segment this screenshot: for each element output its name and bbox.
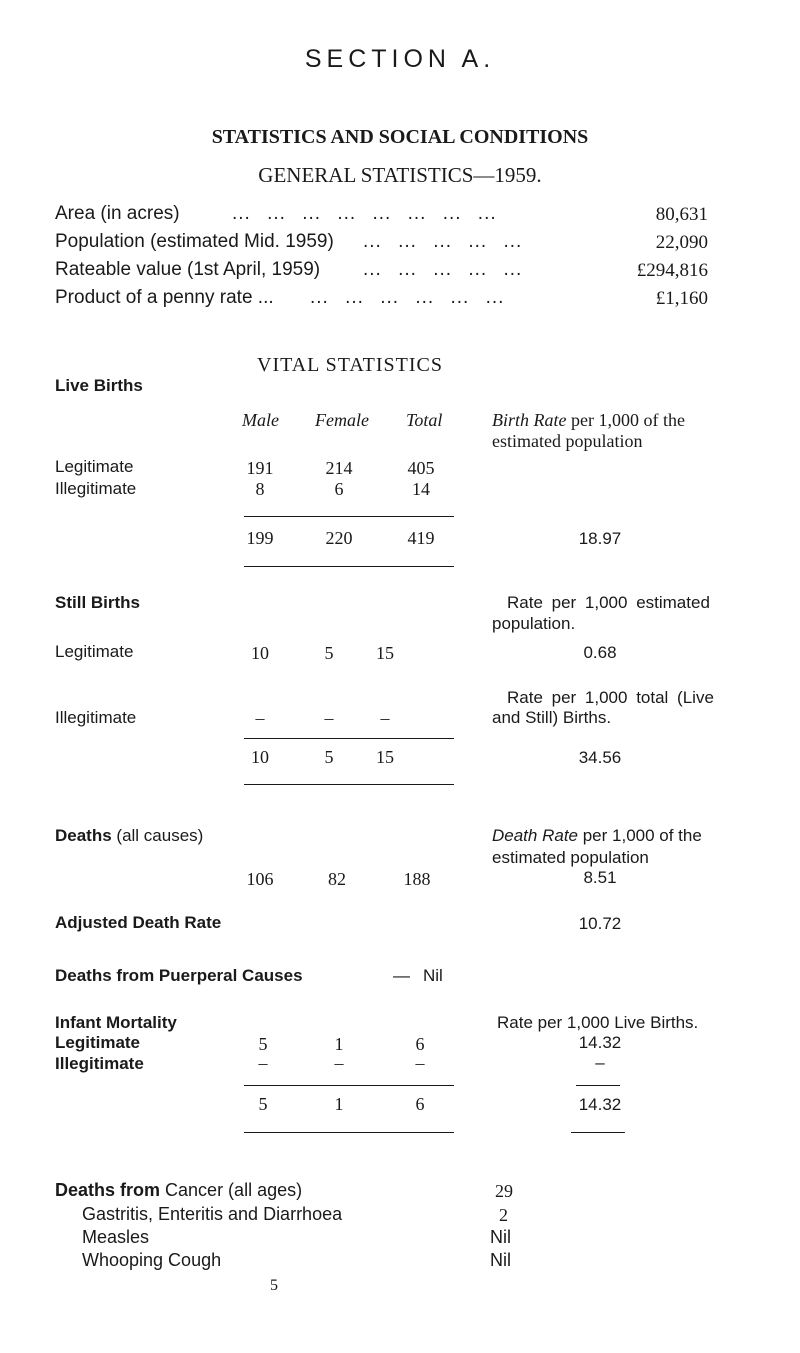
leader-dots: ... ... ... ... ...: [363, 259, 523, 280]
cell-female: 214: [325, 458, 353, 478]
cell-male: 191: [246, 458, 274, 478]
general-statistics-title: GENERAL STATISTICS—1959.: [258, 163, 542, 187]
puerperal-label: Deaths from Puerperal Causes: [55, 966, 303, 985]
cell-total: –: [415, 1053, 425, 1073]
puerperal-value: Nil: [423, 966, 443, 985]
still-births-heading: Still Births: [55, 593, 141, 612]
cell-female: 5: [324, 643, 334, 663]
general-row-label: Product of a penny rate ...: [55, 287, 274, 308]
still-rate2-label: Rate per 1,000 total (Live: [507, 688, 714, 707]
divider: [244, 566, 454, 567]
adjusted-death-rate-label: Adjusted Death Rate: [55, 913, 222, 932]
row-label: Illegitimate: [55, 708, 137, 727]
cell-total: 14: [412, 479, 430, 499]
general-row-value: 80,631: [655, 204, 708, 225]
cause-label: Gastritis, Enteritis and Diarrhoea: [82, 1204, 343, 1224]
total-total: 6: [415, 1094, 425, 1114]
cancer-value: 29: [495, 1181, 513, 1201]
general-row-value: £294,816: [636, 260, 708, 281]
col-male-header: Male: [242, 410, 279, 430]
total-male: 199: [246, 528, 274, 548]
deaths-heading-bold: Deaths: [55, 826, 112, 845]
col-total-header: Total: [406, 410, 443, 430]
death-rate-label-italic: Death Rate: [492, 826, 578, 845]
general-row-value: 22,090: [655, 232, 708, 253]
cell-male: –: [255, 708, 265, 728]
cause-label: Whooping Cough: [82, 1250, 222, 1270]
birth-rate-label-rest: per 1,000 of the: [566, 410, 685, 430]
cell-total: 405: [407, 458, 435, 478]
death-rate-label-line2: estimated population: [492, 848, 649, 867]
divider: [244, 784, 454, 785]
cell-total: –: [380, 708, 390, 728]
still-rate1-label: Rate per 1,000 estimated: [507, 593, 710, 612]
deaths-total: 188: [403, 869, 431, 889]
general-row-label: Population (estimated Mid. 1959): [55, 231, 334, 252]
row-label: Legitimate: [55, 1033, 141, 1052]
divider: [576, 1085, 620, 1086]
cell-rate: –: [595, 1053, 605, 1072]
still-rate1-label-line2: population.: [492, 614, 576, 633]
divider: [571, 1132, 625, 1133]
cell-rate: 14.32: [578, 1033, 622, 1052]
infant-rate-label: Rate per 1,000 Live Births.: [497, 1013, 699, 1032]
cause-value: Nil: [490, 1227, 511, 1247]
still-rate2-label-line2: and Still) Births.: [492, 708, 612, 727]
divider: [244, 1132, 454, 1133]
cause-label: Measles: [82, 1227, 150, 1247]
total-female: 1: [334, 1094, 344, 1114]
vital-statistics-title: VITAL STATISTICS: [257, 354, 443, 376]
cell-male: –: [258, 1053, 268, 1073]
cell-total: 6: [415, 1034, 425, 1054]
row-label: Illegitimate: [55, 1054, 144, 1073]
total-male: 10: [251, 747, 269, 767]
cell-male: 10: [251, 643, 269, 663]
deaths-heading-rest: (all causes): [111, 826, 204, 845]
cancer-heading: [55, 1180, 302, 1201]
total-female: 220: [325, 528, 353, 548]
cell-female: –: [324, 708, 334, 728]
death-rate-value: 8.51: [583, 868, 617, 887]
leader-dots: ... ... ... ... ... ... ... ...: [232, 203, 497, 224]
birth-rate-label: [492, 410, 685, 431]
still-rate1-value: 0.68: [583, 643, 617, 662]
general-row-label: Area (in acres): [55, 203, 180, 224]
deaths-heading: [55, 826, 203, 846]
leader-dots: ... ... ... ... ...: [363, 231, 523, 252]
birth-rate-label-italic: Birth Rate: [492, 410, 567, 430]
cause-value: 2: [499, 1205, 508, 1225]
divider: [244, 738, 454, 739]
cell-male: 8: [255, 479, 265, 499]
row-label: Legitimate: [55, 642, 134, 661]
cell-total: 15: [376, 643, 394, 663]
cell-female: 6: [334, 479, 344, 499]
cause-value: Nil: [490, 1250, 511, 1270]
death-rate-label-rest: per 1,000 of the: [578, 826, 702, 845]
adjusted-death-rate-value: 10.72: [578, 914, 622, 933]
total-total: 15: [376, 747, 394, 767]
death-rate-label: [492, 826, 702, 846]
section-title: SECTION A.: [304, 45, 496, 73]
puerperal-dash: —: [393, 966, 410, 985]
row-label: Legitimate: [55, 457, 134, 476]
live-births-heading: Live Births: [55, 376, 143, 395]
divider: [244, 1085, 454, 1086]
total-rate: 14.32: [578, 1095, 622, 1114]
cell-female: 1: [334, 1034, 344, 1054]
birth-rate-label-line2: estimated population: [492, 431, 643, 451]
cell-female: –: [334, 1053, 344, 1073]
birth-rate-value: 18.97: [578, 529, 622, 548]
total-male: 5: [258, 1094, 268, 1114]
row-label: Illegitimate: [55, 479, 137, 498]
still-rate2-value: 34.56: [578, 748, 622, 767]
total-total: 419: [407, 528, 435, 548]
main-title: STATISTICS AND SOCIAL CONDITIONS: [211, 126, 589, 148]
infant-mortality-heading: Infant Mortality: [55, 1013, 177, 1032]
general-row-value: £1,160: [655, 288, 708, 309]
page-number: 5: [270, 1277, 278, 1294]
deaths-male: 106: [246, 869, 274, 889]
col-female-header: Female: [315, 410, 369, 430]
cancer-heading-rest: Cancer (all ages): [160, 1180, 303, 1200]
deaths-female: 82: [328, 869, 346, 889]
leader-dots: ... ... ... ... ... ...: [310, 287, 505, 308]
general-row-label: Rateable value (1st April, 1959): [55, 259, 321, 280]
divider: [244, 516, 454, 517]
cancer-heading-bold: Deaths from: [55, 1180, 161, 1200]
cell-male: 5: [258, 1034, 268, 1054]
total-female: 5: [324, 747, 334, 767]
